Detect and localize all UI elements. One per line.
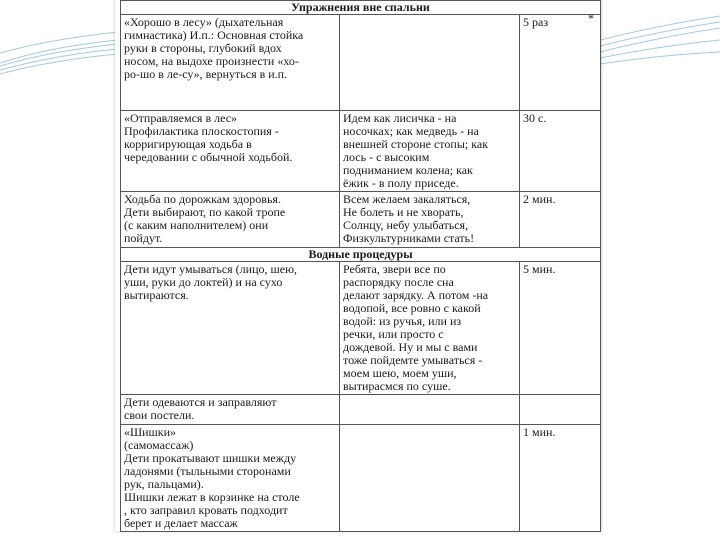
cell-text-line: уши, руки до локтей) и на сухо	[124, 275, 283, 289]
table-row	[121, 262, 601, 395]
table-row	[121, 15, 601, 111]
exercise-instruction	[340, 262, 520, 395]
cell-text-line: ёжик - в полу приседе.	[343, 176, 459, 190]
table-row	[121, 395, 601, 425]
exercise-instruction	[340, 15, 520, 111]
cell-text-line: Солнцу, небу улыбаться,	[343, 218, 469, 232]
exercise-table	[120, 0, 601, 532]
cell-text-line: вытирасмся по суше.	[343, 379, 451, 393]
cell-text-line: «Хорошо в лесу» (дыхательная	[124, 15, 284, 29]
exercise-description	[121, 111, 340, 192]
cell-text-line: внешней стороне стопы; как	[343, 137, 489, 151]
asterisk-mark: *	[588, 11, 594, 25]
cell-text-line: (с каким наполнителем) они	[124, 218, 269, 232]
cell-text-line: гимнастика) И.п.: Основная стойка	[124, 28, 304, 42]
cell-text-line: руки в стороны, глубокий вдох	[124, 41, 282, 55]
exercise-description	[121, 15, 340, 111]
exercise-duration	[520, 192, 601, 248]
cell-text-line: Ходьба по дорожкам здоровья.	[124, 192, 281, 206]
cell-text-line: Физкультурниками стать!	[343, 231, 475, 245]
cell-text-line: носом, на выдохе произнести «хо-	[124, 54, 299, 68]
cell-text-line: Не болеть и не хворать,	[343, 205, 464, 219]
cell-text-line: речки, или просто с	[343, 327, 444, 341]
cell-text-line: дождевой. Ну и мы с вами	[343, 340, 478, 354]
cell-text-line: подниманием колена; как	[343, 163, 473, 177]
cell-text-line: водой: из ручья, или из	[343, 314, 462, 328]
cell-text-line: тоже пойдемте умываться -	[343, 353, 483, 367]
cell-text-line: Всем желаем закаляться,	[343, 192, 471, 206]
cell-text-line: Профилактика плоскостопия -	[124, 124, 279, 138]
section-title-water-procedures: Водные процедуры	[121, 248, 601, 262]
exercise-instruction	[340, 111, 520, 192]
exercise-description	[121, 192, 340, 248]
cell-text-line: 5 мин.	[523, 262, 556, 276]
exercise-instruction	[340, 395, 520, 425]
cell-text-line: вытираются.	[124, 288, 189, 302]
section-title-outside-bedroom: Упражнения вне спальни	[121, 1, 601, 15]
cell-text-line: Дети одеваются и заправляют	[124, 395, 277, 409]
exercise-duration	[520, 111, 601, 192]
cell-text-line: делают зарядку. А потом -на	[343, 288, 489, 302]
exercise-description	[121, 262, 340, 395]
cell-text-line: Шишки лежат в корзинке на столе	[124, 490, 300, 504]
cell-text-line: «Шишки»	[124, 425, 177, 439]
exercise-description	[121, 395, 340, 425]
table-row	[121, 111, 601, 192]
cell-text-line: берет и делает массаж	[124, 516, 238, 530]
exercise-instruction	[340, 425, 520, 532]
document-page	[120, 0, 600, 530]
table-row	[121, 425, 601, 532]
cell-text-line: ро-шо в ле-су», вернуться в и.п.	[124, 67, 288, 81]
exercise-duration	[520, 15, 601, 111]
cell-text-line: , кто заправил кровать подходит	[124, 503, 288, 517]
cell-text-line: 30 с.	[523, 111, 547, 125]
cell-text-line: лось - с высоким	[343, 150, 430, 164]
cell-text-line: чередовании с обычной ходьбой.	[124, 150, 293, 164]
cell-text-line: Ребята, звери все по	[343, 262, 446, 276]
exercise-duration	[520, 395, 601, 425]
section-header-row	[121, 1, 601, 15]
cell-text-line: рук, пальцами).	[124, 477, 204, 491]
cell-text-line: свои постели.	[124, 408, 195, 422]
cell-text-line: распорядку после сна	[343, 275, 454, 289]
cell-text-line: 5 раз	[523, 15, 549, 29]
exercise-duration	[520, 262, 601, 395]
cell-text-line: «Отправляемся в лес»	[124, 111, 238, 125]
cell-text-line: Дети выбирают, по какой тропе	[124, 205, 286, 219]
table-row	[121, 192, 601, 248]
cell-text-line: моем шею, моем уши,	[343, 366, 457, 380]
cell-text-line: Дети прокатывают шишки между	[124, 451, 297, 465]
section-header-row	[121, 248, 601, 262]
cell-text-line: Дети идут умываться (лицо, шею,	[124, 262, 298, 276]
cell-text-line: пойдут.	[124, 231, 163, 245]
cell-text-line: ладонями (тыльными сторонами	[124, 464, 291, 478]
exercise-duration	[520, 425, 601, 532]
cell-text-line: 1 мин.	[523, 425, 556, 439]
cell-text-line: 2 мин.	[523, 192, 556, 206]
exercise-instruction	[340, 192, 520, 248]
cell-text-line: водопой, все ровно с какой	[343, 301, 481, 315]
cell-text-line: Идем как лисичка - на	[343, 111, 457, 125]
exercise-description	[121, 425, 340, 532]
cell-text-line: носочках; как медведь - на	[343, 124, 479, 138]
cell-text-line: (самомассаж)	[124, 438, 194, 452]
cell-text-line: корригирующая ходьба в	[124, 137, 252, 151]
